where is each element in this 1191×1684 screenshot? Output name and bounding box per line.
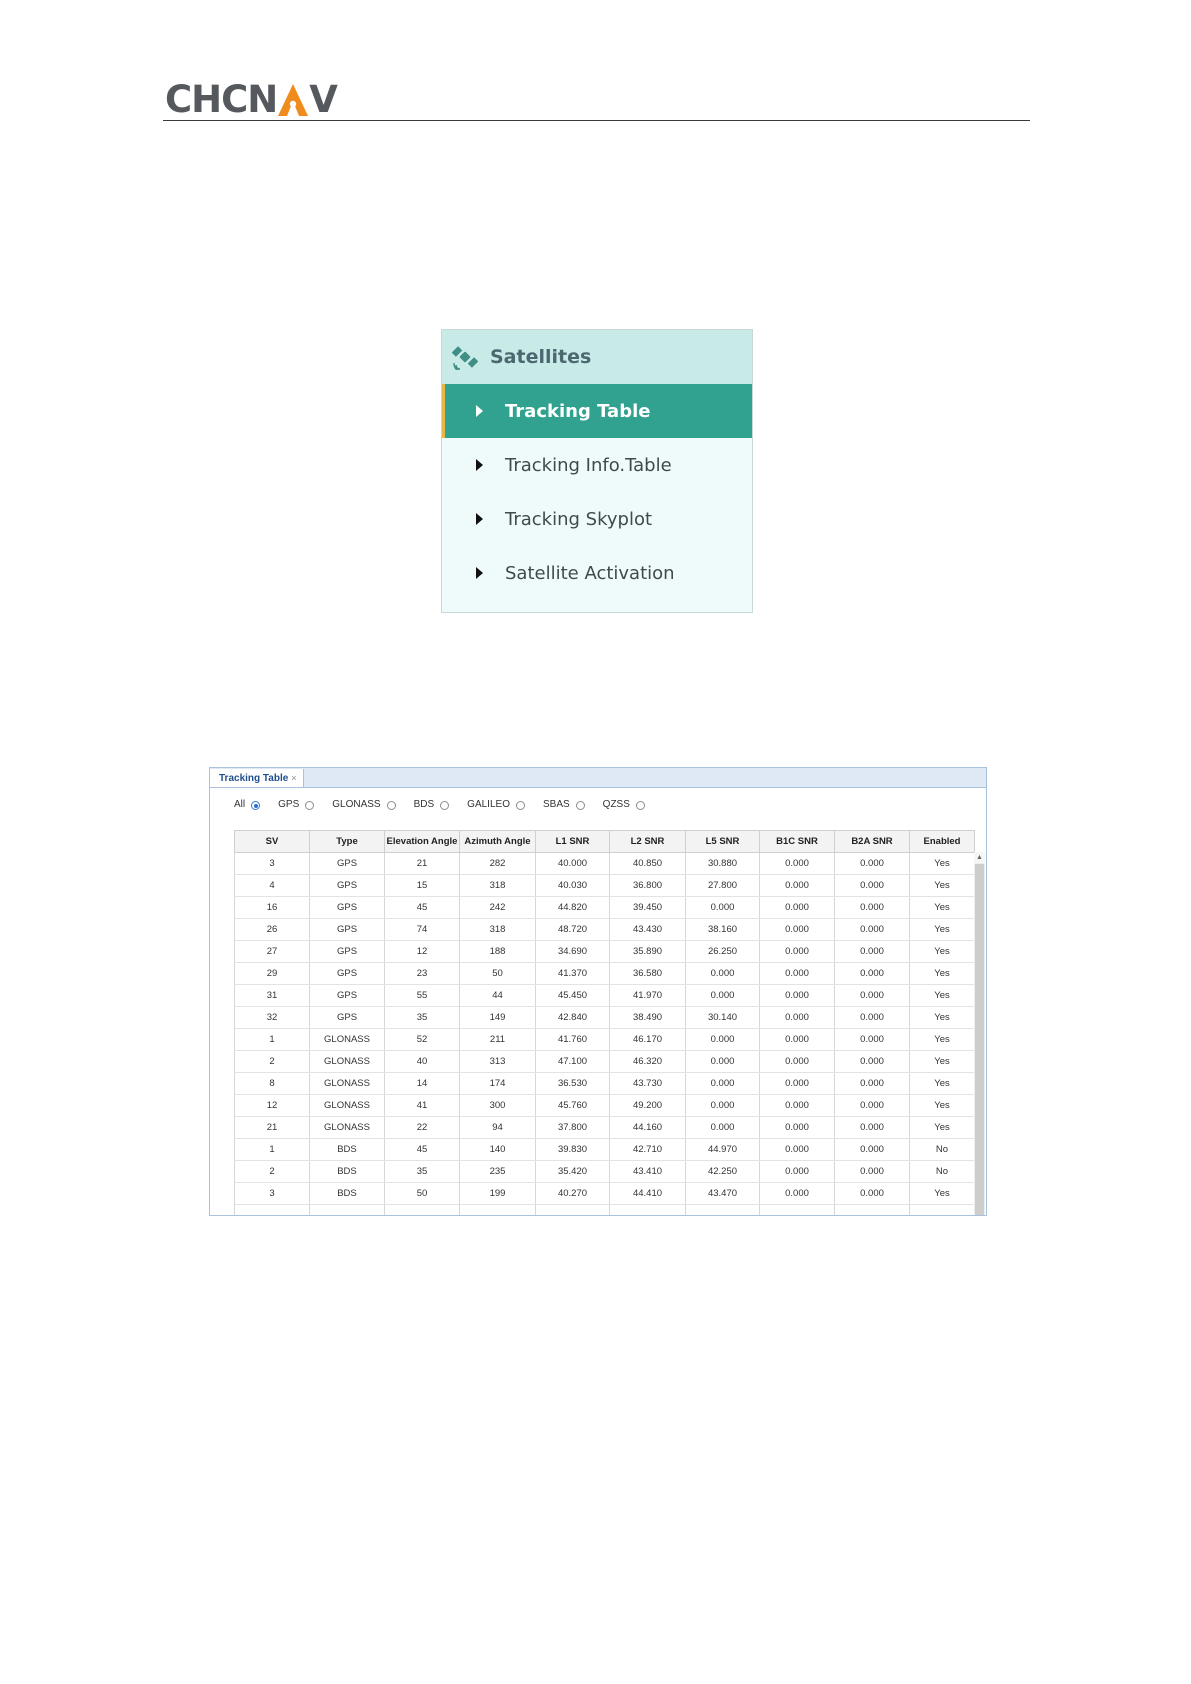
table-cell: 0.000	[760, 1183, 835, 1205]
table-cell: GLONASS	[310, 1051, 385, 1073]
table-cell: Yes	[910, 1073, 975, 1095]
table-cell: 282	[460, 853, 536, 875]
table-cell	[460, 1205, 536, 1217]
table-cell: 0.000	[760, 985, 835, 1007]
table-cell: 43.410	[610, 1161, 686, 1183]
table-cell: 41.370	[536, 963, 610, 985]
table-cell: Yes	[910, 1051, 975, 1073]
table-cell: 0.000	[686, 985, 760, 1007]
menu-item-satellite-activation[interactable]	[442, 546, 752, 600]
table-cell: 0.000	[760, 1161, 835, 1183]
table-cell: 44.160	[610, 1117, 686, 1139]
caret-right-icon	[476, 567, 483, 579]
table-cell: 44	[460, 985, 536, 1007]
table-cell: 45	[385, 1139, 460, 1161]
table-cell: 211	[460, 1029, 536, 1051]
table-row[interactable]	[235, 1205, 975, 1217]
table-header-row	[235, 831, 975, 853]
table-cell: 50	[385, 1183, 460, 1205]
radio-button[interactable]	[636, 801, 645, 810]
table-cell: GLONASS	[310, 1073, 385, 1095]
table-cell: 36.530	[536, 1073, 610, 1095]
table-cell	[310, 1205, 385, 1217]
table-cell: 1	[235, 1139, 310, 1161]
table-cell: 0.000	[760, 1007, 835, 1029]
chcnav-logo	[165, 80, 337, 120]
filter-label: GPS	[278, 799, 300, 810]
table-cell: GLONASS	[310, 1117, 385, 1139]
filter-label: All	[234, 799, 246, 810]
close-icon[interactable]: ×	[291, 773, 297, 783]
table-cell: 0.000	[835, 853, 910, 875]
table-cell: 2	[235, 1051, 310, 1073]
column-header[interactable]: Type	[310, 831, 385, 853]
filter-sbas[interactable]	[543, 799, 585, 810]
table-cell: 43.470	[686, 1183, 760, 1205]
table-cell: GLONASS	[310, 1095, 385, 1117]
satellites-menu	[441, 329, 753, 613]
table-cell: 38.160	[686, 919, 760, 941]
table-cell: 35.420	[536, 1161, 610, 1183]
table-cell: 0.000	[835, 1139, 910, 1161]
table-cell: Yes	[910, 853, 975, 875]
table-cell: 0.000	[760, 1073, 835, 1095]
caret-right-icon	[476, 513, 483, 525]
table-cell: 318	[460, 919, 536, 941]
table-cell: 0.000	[835, 897, 910, 919]
menu-item-tracking-skyplot[interactable]	[442, 492, 752, 546]
table-cell: 48.720	[536, 919, 610, 941]
table-cell: Yes	[910, 1007, 975, 1029]
table-cell: 40.850	[610, 853, 686, 875]
table-cell: 0.000	[835, 941, 910, 963]
table-cell: 0.000	[760, 853, 835, 875]
table-cell: 52	[385, 1029, 460, 1051]
table-cell: 39.450	[610, 897, 686, 919]
table-cell: 0.000	[835, 1073, 910, 1095]
table-cell: 8	[235, 1073, 310, 1095]
table-cell: 3	[235, 1183, 310, 1205]
satellite-icon	[452, 344, 478, 370]
table-cell: 27	[235, 941, 310, 963]
table-cell	[385, 1205, 460, 1217]
table-cell	[760, 1205, 835, 1217]
table-cell: 0.000	[686, 963, 760, 985]
table-cell: 0.000	[835, 1095, 910, 1117]
table-cell: 45.760	[536, 1095, 610, 1117]
filter-label: BDS	[413, 799, 435, 810]
table-cell: 242	[460, 897, 536, 919]
table-cell	[686, 1205, 760, 1217]
table-cell: Yes	[910, 1117, 975, 1139]
table-cell: 42.250	[686, 1161, 760, 1183]
table-cell: GLONASS	[310, 1029, 385, 1051]
table-cell: 0.000	[686, 1073, 760, 1095]
table-cell: No	[910, 1139, 975, 1161]
table-cell: 39.830	[536, 1139, 610, 1161]
tracking-table-panel	[209, 767, 987, 1216]
tab-bar	[210, 768, 986, 788]
filter-glonass[interactable]	[332, 799, 395, 810]
filter-label: QZSS	[602, 799, 630, 810]
table-cell: 36.800	[610, 875, 686, 897]
table-cell: 37.800	[536, 1117, 610, 1139]
filter-galileo[interactable]	[467, 799, 525, 810]
table-cell: 31	[235, 985, 310, 1007]
table-body	[235, 853, 975, 1217]
table-cell	[610, 1205, 686, 1217]
radio-button[interactable]	[305, 801, 314, 810]
table-cell: 41	[385, 1095, 460, 1117]
logo-text-v: V	[309, 78, 337, 121]
table-cell: Yes	[910, 1095, 975, 1117]
table-cell: 40.270	[536, 1183, 610, 1205]
table-cell: 174	[460, 1073, 536, 1095]
table-cell: 35.890	[610, 941, 686, 963]
table-cell: GPS	[310, 985, 385, 1007]
tracking-table	[234, 830, 975, 1216]
table-cell: 0.000	[686, 1051, 760, 1073]
table-cell: 30.140	[686, 1007, 760, 1029]
logo-a-icon	[278, 84, 308, 116]
tab-tracking-table[interactable]	[210, 769, 304, 787]
table-row[interactable]	[235, 1007, 975, 1029]
table-cell: Yes	[910, 1183, 975, 1205]
table-cell: 29	[235, 963, 310, 985]
table-cell: 12	[235, 1095, 310, 1117]
table-cell: 0.000	[835, 919, 910, 941]
table-cell: 23	[385, 963, 460, 985]
table-cell: 21	[385, 853, 460, 875]
table-cell: 43.430	[610, 919, 686, 941]
table-cell: 0.000	[835, 875, 910, 897]
table-cell: 34.690	[536, 941, 610, 963]
filter-label: SBAS	[542, 799, 570, 810]
table-row[interactable]	[235, 963, 975, 985]
table-cell: BDS	[310, 1139, 385, 1161]
table-cell: 0.000	[760, 1117, 835, 1139]
table-cell: 49.200	[610, 1095, 686, 1117]
table-row[interactable]	[235, 853, 975, 875]
table-cell: 44.820	[536, 897, 610, 919]
table-cell: 3	[235, 853, 310, 875]
table-cell: 0.000	[686, 1117, 760, 1139]
table-cell: 45	[385, 897, 460, 919]
table-cell: 41.970	[610, 985, 686, 1007]
menu-item-label: Satellite Activation	[505, 562, 675, 584]
table-cell: 42.710	[610, 1139, 686, 1161]
column-header[interactable]: L5 SNR	[686, 831, 760, 853]
filter-label: GLONASS	[332, 799, 381, 810]
filter-label: GALILEO	[467, 799, 510, 810]
table-row[interactable]	[235, 1161, 975, 1183]
column-header[interactable]: L1 SNR	[536, 831, 610, 853]
table-cell: 0.000	[835, 985, 910, 1007]
table-cell: GPS	[310, 963, 385, 985]
table-cell: 0.000	[760, 875, 835, 897]
table-cell: Yes	[910, 875, 975, 897]
table-cell: Yes	[910, 897, 975, 919]
table-cell: 46.320	[610, 1051, 686, 1073]
table-cell: GPS	[310, 853, 385, 875]
radio-button[interactable]	[440, 801, 449, 810]
table-row[interactable]	[235, 875, 975, 897]
radio-button[interactable]	[251, 801, 260, 810]
table-row[interactable]	[235, 919, 975, 941]
filter-qzss[interactable]	[603, 799, 645, 810]
table-cell: 32	[235, 1007, 310, 1029]
table-cell: 0.000	[686, 1095, 760, 1117]
table-cell: 0.000	[760, 897, 835, 919]
filter-all[interactable]	[234, 799, 260, 810]
table-cell: 45.450	[536, 985, 610, 1007]
table-cell: 4	[235, 875, 310, 897]
table-cell: 0.000	[760, 1029, 835, 1051]
table-cell: 27.800	[686, 875, 760, 897]
table-cell: 0.000	[835, 1117, 910, 1139]
table-row[interactable]	[235, 1029, 975, 1051]
table-cell: 16	[235, 897, 310, 919]
table-cell: 2	[235, 1161, 310, 1183]
satellites-menu-title: Satellites	[490, 346, 592, 368]
table-cell: Yes	[910, 963, 975, 985]
filter-bds[interactable]	[414, 799, 450, 810]
table-cell: 35	[385, 1007, 460, 1029]
column-header[interactable]: SV	[235, 831, 310, 853]
radio-button[interactable]	[516, 801, 525, 810]
table-cell: 15	[385, 875, 460, 897]
table-cell: 47.100	[536, 1051, 610, 1073]
table-cell: 0.000	[835, 1029, 910, 1051]
column-header[interactable]: Elevation Angle	[385, 831, 460, 853]
radio-button[interactable]	[387, 801, 396, 810]
table-cell: 42.840	[536, 1007, 610, 1029]
table-row[interactable]	[235, 1095, 975, 1117]
menu-item-label: Tracking Skyplot	[505, 508, 653, 530]
logo-text-chcn: CHCN	[165, 78, 278, 121]
table-cell: 300	[460, 1095, 536, 1117]
table-cell: GPS	[310, 919, 385, 941]
table-cell: 14	[385, 1073, 460, 1095]
table-cell: 12	[385, 941, 460, 963]
caret-right-icon	[476, 459, 483, 471]
table-cell: 313	[460, 1051, 536, 1073]
column-header[interactable]: Enabled	[910, 831, 975, 853]
table-cell: GPS	[310, 897, 385, 919]
table-cell: GPS	[310, 1007, 385, 1029]
menu-item-tracking-table[interactable]	[442, 384, 752, 438]
table-row[interactable]	[235, 897, 975, 919]
scrollbar-thumb[interactable]	[975, 864, 984, 1216]
table-cell: 41.760	[536, 1029, 610, 1051]
table-cell: 235	[460, 1161, 536, 1183]
table-cell	[536, 1205, 610, 1217]
column-header[interactable]: L2 SNR	[610, 831, 686, 853]
column-header[interactable]: B2A SNR	[835, 831, 910, 853]
table-cell: 0.000	[835, 1183, 910, 1205]
table-row[interactable]	[235, 1139, 975, 1161]
satellites-menu-header[interactable]	[442, 330, 752, 384]
table-row[interactable]	[235, 941, 975, 963]
menu-item-label: Tracking Info.Table	[505, 454, 672, 476]
table-cell: 0.000	[760, 919, 835, 941]
table-cell: 38.490	[610, 1007, 686, 1029]
table-cell: 0.000	[835, 963, 910, 985]
table-row[interactable]	[235, 1073, 975, 1095]
table-cell: 40.030	[536, 875, 610, 897]
column-header[interactable]: Azimuth Angle	[460, 831, 536, 853]
table-cell	[835, 1205, 910, 1217]
table-cell: 318	[460, 875, 536, 897]
table-row[interactable]	[235, 1183, 975, 1205]
table-row[interactable]	[235, 1117, 975, 1139]
column-header[interactable]: B1C SNR	[760, 831, 835, 853]
tab-label: Tracking Table	[219, 772, 289, 784]
table-cell: 43.730	[610, 1073, 686, 1095]
menu-item-tracking-info-table[interactable]	[442, 438, 752, 492]
table-cell: 40	[385, 1051, 460, 1073]
table-cell: 0.000	[686, 1029, 760, 1051]
table-cell	[910, 1205, 975, 1217]
table-cell: BDS	[310, 1161, 385, 1183]
filter-gps[interactable]	[278, 799, 314, 810]
table-row[interactable]	[235, 985, 975, 1007]
table-cell: 0.000	[760, 941, 835, 963]
table-cell: 1	[235, 1029, 310, 1051]
table-cell: 140	[460, 1139, 536, 1161]
table-cell: Yes	[910, 1029, 975, 1051]
table-cell: 30.880	[686, 853, 760, 875]
table-cell: GPS	[310, 941, 385, 963]
table-cell: 149	[460, 1007, 536, 1029]
table-cell: 35	[385, 1161, 460, 1183]
vertical-scrollbar[interactable]	[974, 852, 985, 1216]
table-cell: 21	[235, 1117, 310, 1139]
table-cell: 26	[235, 919, 310, 941]
table-cell: 0.000	[760, 1139, 835, 1161]
tracking-table-scroll-area[interactable]	[234, 830, 985, 1216]
table-cell: 44.410	[610, 1183, 686, 1205]
table-cell: Yes	[910, 941, 975, 963]
table-cell: 0.000	[835, 1161, 910, 1183]
table-cell: 40.000	[536, 853, 610, 875]
table-cell: 55	[385, 985, 460, 1007]
table-cell: 46.170	[610, 1029, 686, 1051]
caret-right-icon	[476, 405, 483, 417]
table-cell: GPS	[310, 875, 385, 897]
table-cell: 44.970	[686, 1139, 760, 1161]
table-cell: 36.580	[610, 963, 686, 985]
table-cell: 0.000	[686, 897, 760, 919]
table-cell: 26.250	[686, 941, 760, 963]
table-cell: No	[910, 1161, 975, 1183]
table-cell: 0.000	[835, 1051, 910, 1073]
table-cell: 0.000	[760, 1051, 835, 1073]
scroll-up-arrow-icon[interactable]: ▲	[974, 852, 985, 863]
logo-wordmark	[165, 80, 337, 120]
table-cell: 74	[385, 919, 460, 941]
radio-button[interactable]	[576, 801, 585, 810]
header-divider	[163, 120, 1030, 121]
table-cell: 50	[460, 963, 536, 985]
table-row[interactable]	[235, 1051, 975, 1073]
table-cell: BDS	[310, 1183, 385, 1205]
menu-item-label: Tracking Table	[505, 400, 651, 422]
table-cell: 94	[460, 1117, 536, 1139]
table-cell: 199	[460, 1183, 536, 1205]
table-cell	[235, 1205, 310, 1217]
table-cell: Yes	[910, 985, 975, 1007]
table-cell: 0.000	[835, 1007, 910, 1029]
table-cell: 188	[460, 941, 536, 963]
table-cell: 0.000	[760, 1095, 835, 1117]
table-cell: 0.000	[760, 963, 835, 985]
constellation-filter	[234, 799, 663, 810]
table-cell: 22	[385, 1117, 460, 1139]
table-cell: Yes	[910, 919, 975, 941]
